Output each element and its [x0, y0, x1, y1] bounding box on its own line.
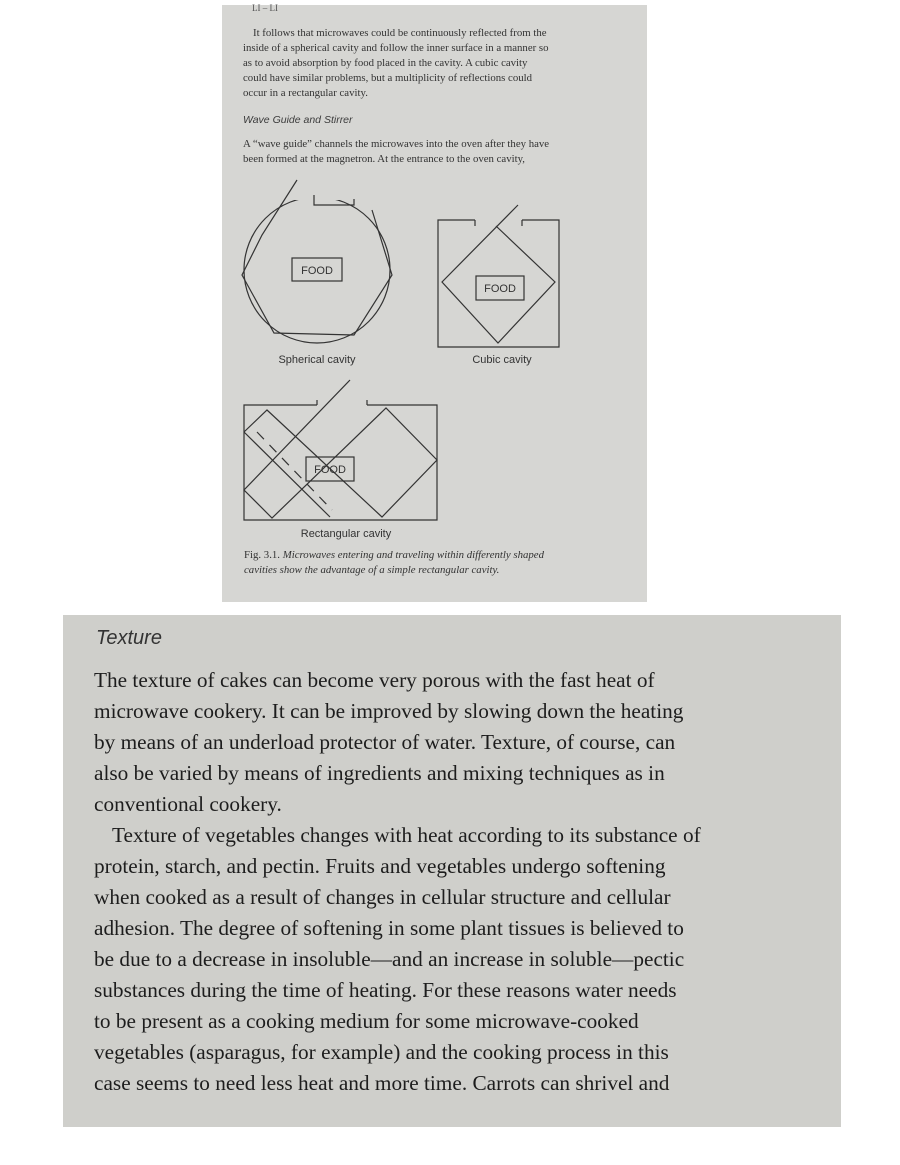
- body-line: vegetables (asparagus, for example) and the cooking process in this: [94, 1040, 669, 1064]
- body-line: adhesion. The degree of softening in some plant tissues is believed to: [94, 916, 684, 940]
- bottom-page-scan: [63, 615, 841, 1127]
- caption-figure-number: Fig. 3.1.: [244, 549, 280, 561]
- food-label: FOOD: [301, 265, 333, 277]
- body-line: to be present as a cooking medium for some microwave-cooked: [94, 1009, 639, 1033]
- body-line: when cooked as a result of changes in cellular structure and cellular: [94, 885, 671, 909]
- section-line: A “wave guide” channels the microwaves into the oven after they have: [243, 138, 550, 150]
- section-heading: Texture: [96, 627, 162, 649]
- section-title: Wave Guide and Stirrer: [243, 114, 353, 126]
- spherical-cavity-diagram: [242, 180, 392, 366]
- body-line: protein, starch, and pectin. Fruits and vegetables undergo softening: [94, 854, 666, 878]
- cubic-cavity-label: Cubic cavity: [472, 354, 532, 366]
- intro-paragraph: [243, 26, 623, 101]
- rectangular-cavity-diagram: [244, 380, 437, 540]
- cubic-cavity-diagram: [438, 205, 559, 366]
- section-paragraph: [243, 137, 628, 167]
- food-label: FOOD: [314, 464, 346, 476]
- body-line: be due to a decrease in insoluble—and an increase in soluble—pectic: [94, 947, 685, 971]
- caption-text: cavities show the advantage of a simple rectangular cavity.: [244, 564, 500, 576]
- body-line: conventional cookery.: [94, 792, 282, 816]
- intro-line: occur in a rectangular cavity.: [243, 87, 368, 99]
- intro-line: inside of a spherical cavity and follow the inner surface in a manner so: [243, 42, 549, 54]
- body-line: Texture of vegetables changes with heat according to its substance of: [112, 823, 701, 847]
- running-head: LI – LI: [252, 3, 278, 13]
- intro-line: as to avoid absorption by food placed in the cavity. A cubic cavity: [243, 57, 528, 69]
- texture-paragraphs: [94, 665, 834, 1099]
- top-page-scan: [222, 5, 647, 602]
- food-label: FOOD: [484, 283, 516, 295]
- body-line: microwave cookery. It can be improved by slowing down the heating: [94, 699, 684, 723]
- intro-line: could have similar problems, but a multiplicity of reflections could: [243, 72, 533, 84]
- intro-line: It follows that microwaves could be continuously reflected from the: [253, 27, 547, 39]
- body-line: case seems to need less heat and more time. Carrots can shrivel and: [94, 1071, 670, 1095]
- cavity-diagrams: [222, 170, 647, 545]
- body-line: The texture of cakes can become very porous with the fast heat of: [94, 668, 655, 692]
- body-line: also be varied by means of ingredients and mixing techniques as in: [94, 761, 665, 785]
- section-line: been formed at the magnetron. At the entrance to the oven cavity,: [243, 153, 526, 165]
- spherical-cavity-label: Spherical cavity: [278, 354, 356, 366]
- rectangular-cavity-label: Rectangular cavity: [300, 528, 392, 540]
- figure-caption: [244, 548, 634, 578]
- body-line: by means of an underload protector of water. Texture, of course, can: [94, 730, 676, 754]
- body-line: substances during the time of heating. For these reasons water needs: [94, 978, 677, 1002]
- caption-text: Microwaves entering and traveling within differently shaped: [282, 549, 544, 561]
